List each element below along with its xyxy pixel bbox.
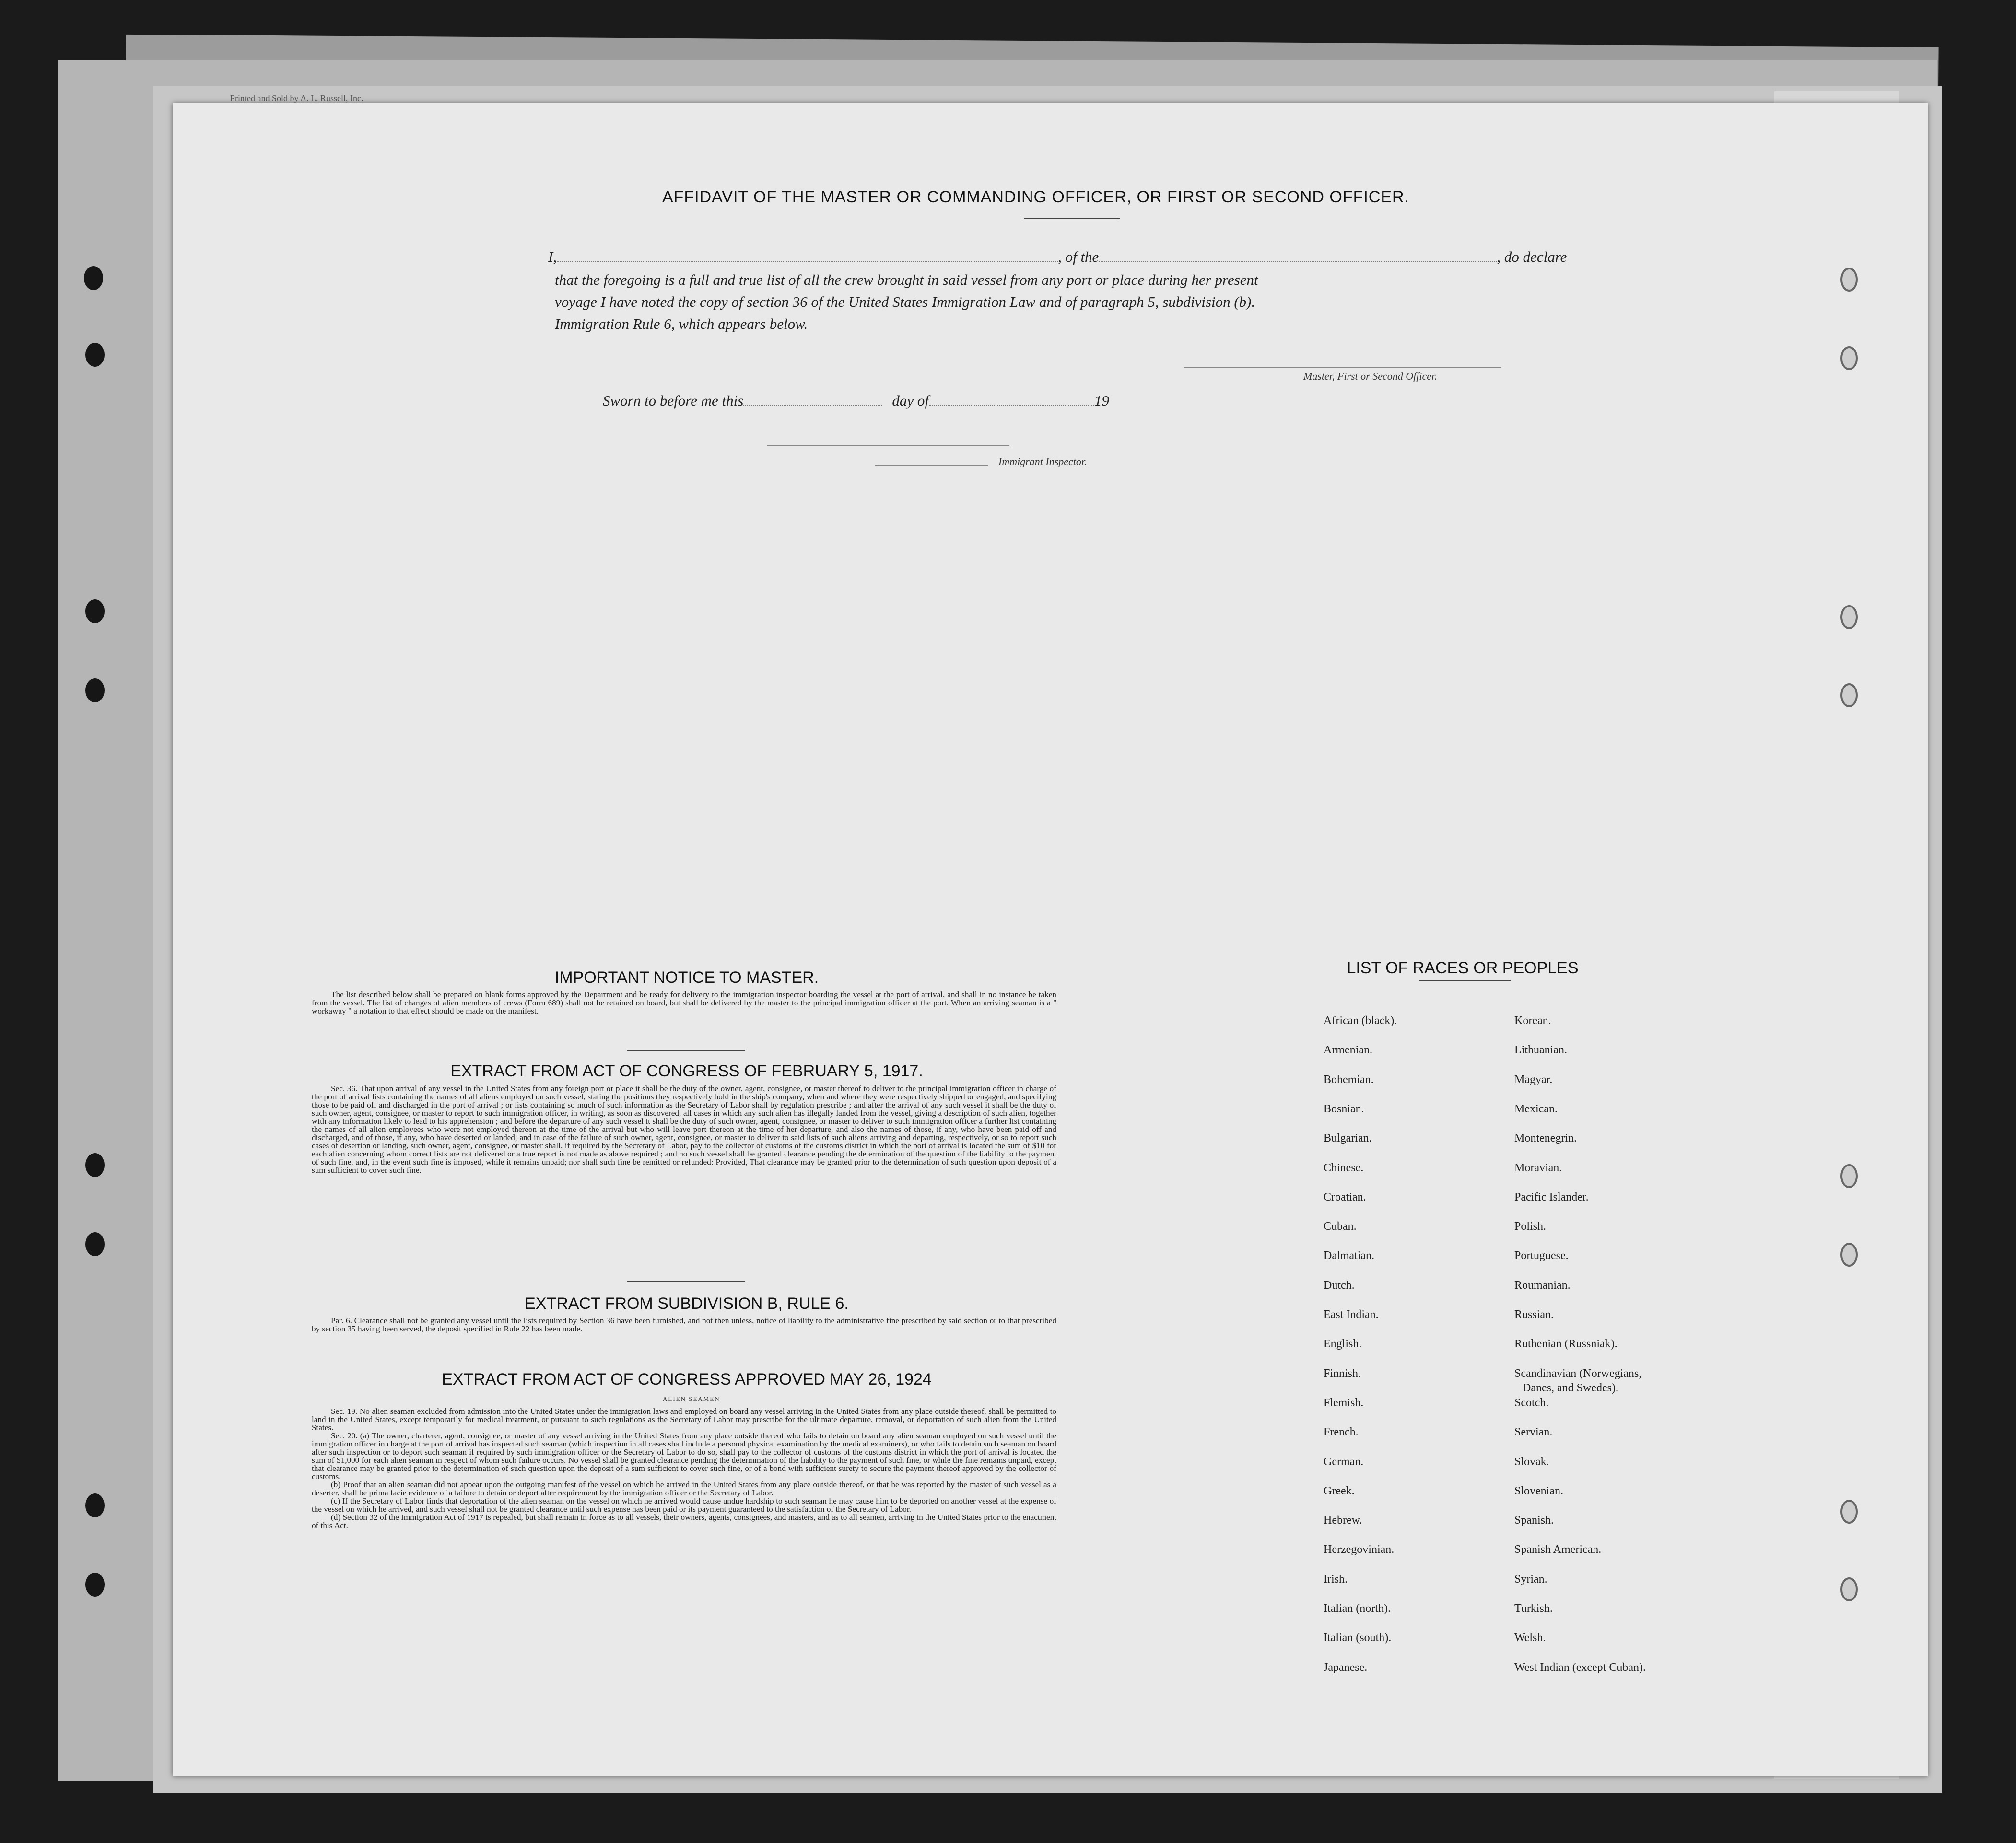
affidavit-text-line: Immigration Rule 6, which appears below.: [555, 315, 808, 332]
race-item: English.: [1324, 1338, 1362, 1350]
race-item: Moravian.: [1514, 1162, 1562, 1174]
ring-hole: [1840, 1243, 1858, 1267]
extract-1924-body: Sec. 19. No alien seaman excluded from admission into the United States under the immigration laws and employed on board any vessel arriving in the United States from any place outside thereof, shall be permitted to land in the United States, except temporarily for medical treatment, or pursuant to such regulations as the Secretary of Labor may prescribe for the ultimate departure, removal, or deportation of such alien from the United States. Sec. 20. (a) The owner, charterer, agent, consignee, or master of any vessel arriving in the United States from any place outside thereof who fails to detain on board any alien seaman employed on such vessel until the immigration officer in charge at the port of arrival has inspected such seaman (which inspection in all cases shall include a personal physical examination by the medical examiners), or who fails to detain such seaman on board after such inspection or to deport such seaman if required by such immigration officer or the Secretary of Labor to do so, shall pay to the collector of customs of the customs district in which the port of arrival is located the sum of $1,000 for each alien seaman in respect of whom such failure occurs. No vessel shall be granted clearance pending the determination of the liability to the payment of such fine, or while the fine remains unpaid, except that clearance may be granted prior to the determination of such question upon the deposit of a sum sufficient to cover such fine, or of a bond with sufficient surety to secure the payment thereof approved by the collector of customs. (b) Proof that an alien seaman did not appear upon the outgoing manifest of the vessel on which he arrived in the United States from any place outside thereof, or that he was reported by the master of such vessel as a deserter, shall be prima facie evidence of a failure to detain or deport after requirement by the immigration officer or the Secretary of Labor. (c) If the Secretary of Labor finds that deportation of the alien seaman on the vessel on which he arrived would cause undue hardship to such seaman he may cause him to be deported on another vessel at the expense of the vessel on which he arrived, and such vessel shall not be granted clearance until such expense has been paid or its payment guaranteed to the satisfaction of the Secretary of Labor. (d) Section 32 of the Immigration Act of 1917 is repealed, but shall remain in force as to all vessels, their owners, agents, consignees, and masters, and as to all seamen, arriving in the United States prior to the enactment of this Act.: [312, 1407, 1056, 1530]
race-item: Servian.: [1514, 1426, 1553, 1438]
binder-hole: [85, 343, 105, 367]
notice-body: The list described below shall be prepared on blank forms approved by the Department and be ready for delivery to the immigration inspector boarding the vessel at the port of arrival, and shall in no instance be taken from the vessel. The list of changes of alien members of crews (Form 689) shall not be retained on board, but shall be delivered by the master to the principal immigration officer at the port. When an arriving seaman is a " workaway " a notation to that effect should be made on the manifest.: [312, 990, 1056, 1015]
printer-imprint: Printed and Sold by A. L. Russell, Inc.: [230, 93, 363, 103]
race-item: East Indian.: [1324, 1308, 1379, 1321]
race-item: Turkish.: [1514, 1602, 1553, 1615]
race-item: Dalmatian.: [1324, 1249, 1374, 1262]
ring-hole: [1840, 346, 1858, 370]
race-item: Japanese.: [1324, 1661, 1368, 1674]
race-item: German.: [1324, 1456, 1364, 1468]
race-item: Italian (north).: [1324, 1602, 1391, 1615]
race-item: Cuban.: [1324, 1220, 1357, 1233]
race-item: Spanish.: [1514, 1514, 1554, 1527]
ring-hole: [1840, 1500, 1858, 1524]
race-item: Armenian.: [1324, 1044, 1372, 1056]
section-rule: [627, 1050, 745, 1051]
ring-hole: [1840, 605, 1858, 629]
title-rule: [1024, 218, 1120, 219]
name-blank[interactable]: [557, 261, 1058, 262]
binder-hole: [85, 599, 105, 623]
race-item: Portuguese.: [1514, 1249, 1569, 1262]
race-item: Roumanian.: [1514, 1279, 1571, 1292]
binder-hole: [84, 266, 103, 290]
master-signature-caption: Master, First or Second Officer.: [1303, 370, 1437, 382]
sworn-line: Sworn to before me this day of 19: [603, 392, 1109, 409]
race-item: Mexican.: [1514, 1103, 1558, 1115]
race-item: Bohemian.: [1324, 1073, 1374, 1086]
ring-hole: [1840, 1164, 1858, 1188]
race-item: West Indian (except Cuban).: [1514, 1661, 1646, 1674]
race-item: Pacific Islander.: [1514, 1191, 1589, 1203]
race-item: Magyar.: [1514, 1073, 1553, 1086]
alien-seamen-subtitle: ALIEN SEAMEN: [663, 1395, 720, 1402]
binder-hole: [85, 678, 105, 702]
section-rule: [627, 1281, 745, 1282]
signature-line[interactable]: [1184, 367, 1501, 368]
race-item: Lithuanian.: [1514, 1044, 1567, 1056]
month-blank[interactable]: [929, 405, 1094, 406]
race-item: Syrian.: [1514, 1573, 1547, 1586]
race-item: Greek.: [1324, 1485, 1355, 1497]
ring-hole: [1840, 683, 1858, 707]
race-item: Finnish.: [1324, 1367, 1361, 1380]
race-item: Bosnian.: [1324, 1103, 1364, 1115]
binder-hole: [85, 1493, 105, 1517]
race-item: Scotch.: [1514, 1397, 1549, 1409]
race-item: Russian.: [1514, 1308, 1554, 1321]
race-item: Ruthenian (Russniak).: [1514, 1338, 1617, 1350]
extract-1917-body: Sec. 36. That upon arrival of any vessel in the United States from any foreign port or place it shall be the duty of the owner, agent, consignee, or master thereof to deliver to the principal immigration officer in charge of the port of arrival lists containing the names of all aliens employed on such vessel, stating the positions they respectively hold in the ship's company, when and where they were respectively shipped or engaged, and specifying those to be paid off and discharged in the port of arrival ; or lists containing so much of such information as the Secretary of Labor shall by regulation prescribe ; and after the arrival of any such vessel it shall be the duty of such owner, agent, consignee, or master to report to such immigration officer, in writing, as soon as discovered, all cases in which any such alien has illegally landed from the vessel, giving a description of such alien, together with any information likely to lead to his apprehension ; and before the departure of any such vessel it shall be the duty of such owner, agent, consignee, or master to deliver to such immigration officer a further list containing the names of all alien employees who were not employed thereon at the time of the arrival but who will leave port thereon at the time of her departure, and also the names of those, if any, who have been paid off and discharged, and of those, if any, who have deserted or landed; and in case of the failure of such owner, agent, consignee, or master to deliver to said lists of such aliens arriving and departing, respectively, or so to report such cases of desertion or landing, such owner, agent, consignee, or master shall, if required by the Secretary of Labor, pay to the collector of customs of the customs district in which the port of arrival is located the sum of $10 for each alien concerning whom correct lists are not delivered or a true report is not made as above required ; and no such vessel shall be granted clearance pending the determination of the question of the liability to the payment of such fine, and, in the event such fine is imposed, while it remains unpaid; nor shall such fine be remitted or refunded: Provided, That clearance may be granted prior to the determination of such question upon deposit of a sum sufficient to cover such fine.: [312, 1084, 1056, 1175]
race-item: Hebrew.: [1324, 1514, 1362, 1527]
race-item: Herzegovinian.: [1324, 1543, 1395, 1556]
race-item: Montenegrin.: [1514, 1132, 1577, 1144]
extract-rule6-title: EXTRACT FROM SUBDIVISION B, RULE 6.: [525, 1295, 849, 1313]
binder-hole: [85, 1232, 105, 1256]
race-item: Bulgarian.: [1324, 1132, 1372, 1144]
notice-title: IMPORTANT NOTICE TO MASTER.: [554, 968, 819, 987]
race-item: Chinese.: [1324, 1162, 1364, 1174]
extract-1924-title: EXTRACT FROM ACT OF CONGRESS APPROVED MAY 26, 1924: [442, 1370, 932, 1388]
race-item: Croatian.: [1324, 1191, 1366, 1203]
race-item: Korean.: [1514, 1015, 1551, 1027]
race-item: African (black).: [1324, 1015, 1397, 1027]
inspector-signature-line[interactable]: [875, 465, 988, 466]
race-item: Slovenian.: [1514, 1485, 1563, 1497]
affidavit-text-line: that the foregoing is a full and true list of all the crew brought in said vessel from any port or place during her present: [555, 271, 1258, 288]
binder-hole: [85, 1573, 105, 1597]
ring-hole: [1840, 268, 1858, 292]
race-item: French.: [1324, 1426, 1359, 1438]
extract-rule6-body: Par. 6. Clearance shall not be granted any vessel until the lists required by Section 36 have been furnished, and not then unless, notice of liability to the administrative fine prescribed by said section or to that prescribed by section 35 having been served, the deposit specified in Rule 22 has been made.: [312, 1316, 1056, 1333]
races-title: LIST OF RACES OR PEOPLES: [1347, 959, 1579, 977]
race-item: Italian (south).: [1324, 1632, 1392, 1644]
race-item: Flemish.: [1324, 1397, 1364, 1409]
race-item: Welsh.: [1514, 1632, 1546, 1644]
race-item-continued: Danes, and Swedes).: [1523, 1382, 1618, 1394]
vessel-blank[interactable]: [1099, 261, 1497, 262]
race-item: Polish.: [1514, 1220, 1547, 1233]
day-blank[interactable]: [743, 405, 882, 406]
affidavit-declaration-line: I, , of the , do declare: [548, 248, 1567, 265]
affidavit-title: AFFIDAVIT OF THE MASTER OR COMMANDING OFFICER, OR FIRST OR SECOND OFFICER.: [662, 188, 1410, 206]
race-item: Irish.: [1324, 1573, 1348, 1586]
binder-hole: [85, 1153, 105, 1177]
affidavit-text-line: voyage I have noted the copy of section 36 of the United States Immigration Law and of paragraph 5, subdivision (b).: [555, 293, 1255, 310]
ring-hole: [1840, 1577, 1858, 1601]
race-item: Scandinavian (Norwegians,: [1514, 1367, 1642, 1380]
race-item: Dutch.: [1324, 1279, 1355, 1292]
race-item: Slovak.: [1514, 1456, 1549, 1468]
race-item: Spanish American.: [1514, 1543, 1602, 1556]
inspector-caption: Immigrant Inspector.: [998, 455, 1087, 467]
extract-1917-title: EXTRACT FROM ACT OF CONGRESS OF FEBRUARY 5, 1917.: [450, 1062, 923, 1080]
inspector-signature-line[interactable]: [767, 445, 1009, 446]
races-title-rule: [1419, 980, 1511, 981]
